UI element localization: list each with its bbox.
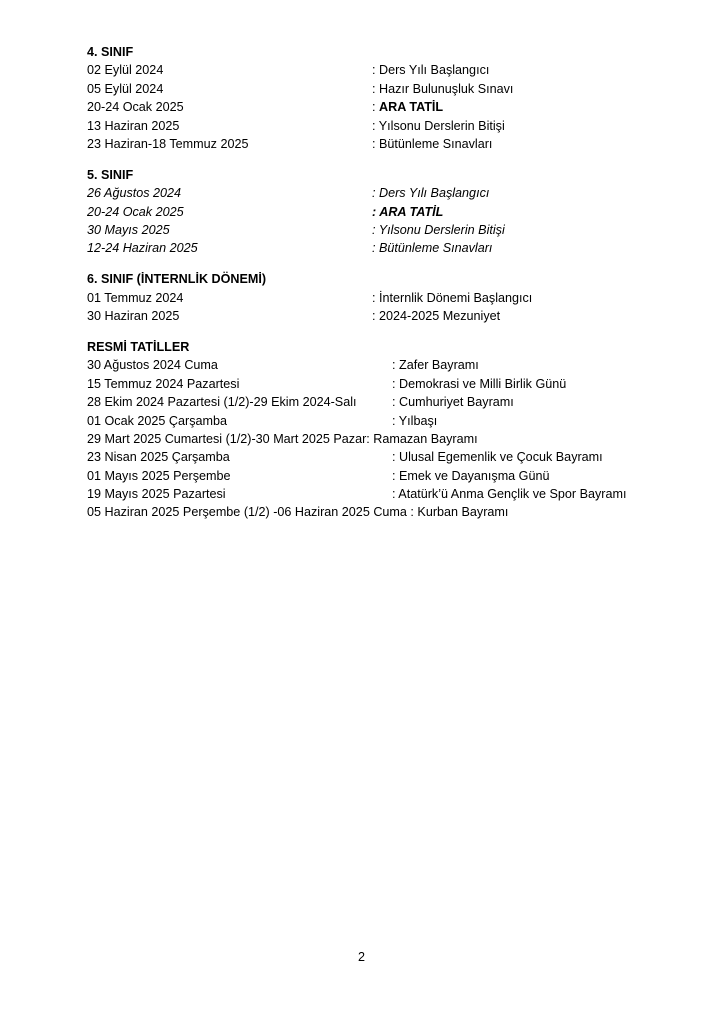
schedule-row	[87, 307, 687, 325]
holiday-name: : Yılbaşı	[392, 413, 438, 428]
schedule-description: : Hazır Bulunuşluk Sınavı	[372, 81, 514, 96]
holiday-row	[87, 412, 687, 430]
schedule-description: : Bütünleme Sınavları	[372, 241, 493, 256]
document-page	[87, 43, 687, 534]
schedule-description: : Ders Yılı Başlangıcı	[372, 186, 490, 201]
schedule-date: 02 Eylül 2024	[87, 63, 164, 78]
grade-5-section	[87, 166, 687, 258]
schedule-date: 23 Haziran-18 Temmuz 2025	[87, 136, 249, 151]
schedule-description: : Ders Yılı Başlangıcı	[372, 63, 490, 78]
holiday-row	[87, 356, 687, 374]
schedule-date: 20-24 Ocak 2025	[87, 204, 184, 219]
schedule-row	[87, 61, 687, 79]
holiday-date: 01 Mayıs 2025 Perşembe	[87, 468, 231, 483]
grade-6-internship-section	[87, 270, 687, 325]
holiday-inline-text	[87, 430, 478, 448]
holiday-date: 19 Mayıs 2025 Pazartesi	[87, 487, 226, 502]
holiday-name: : Ramazan Bayramı	[366, 431, 478, 446]
schedule-description: : ARA TATİL	[372, 204, 444, 219]
schedule-description: : ARA TATİL	[372, 100, 444, 115]
holiday-name: : Ulusal Egemenlik ve Çocuk Bayramı	[392, 450, 603, 465]
schedule-row	[87, 117, 687, 135]
schedule-description: : Yılsonu Derslerin Bitişi	[372, 118, 505, 133]
schedule-row	[87, 203, 687, 221]
holiday-date: 28 Ekim 2024 Pazartesi (1/2)-29 Ekim 2024-Salı	[87, 395, 357, 410]
schedule-date: 05 Eylül 2024	[87, 81, 164, 96]
schedule-date: 26 Ağustos 2024	[87, 186, 182, 201]
holiday-row	[87, 503, 687, 521]
section-heading: 4. SINIF	[87, 45, 134, 59]
holiday-name: : Cumhuriyet Bayramı	[392, 395, 514, 410]
holiday-row	[87, 393, 687, 411]
section-heading: 5. SINIF	[87, 167, 134, 182]
holiday-inline-text	[87, 503, 508, 521]
holiday-row	[87, 448, 687, 466]
schedule-description: : Yılsonu Derslerin Bitişi	[372, 223, 505, 238]
schedule-row	[87, 184, 687, 202]
page-number: 2	[357, 950, 365, 964]
schedule-date: 30 Mayıs 2025	[87, 223, 170, 238]
official-holidays-section	[87, 338, 687, 522]
holiday-date: 05 Haziran 2025 Perşembe (1/2) -06 Haziran 2025 Cuma	[87, 505, 407, 520]
schedule-row	[87, 135, 687, 153]
schedule-description: : Bütünleme Sınavları	[372, 136, 493, 151]
schedule-row	[87, 98, 687, 116]
holiday-row	[87, 467, 687, 485]
section-heading: 6. SINIF (İNTERNLİK DÖNEMİ)	[87, 272, 267, 287]
schedule-row	[87, 289, 687, 307]
holiday-row	[87, 430, 687, 448]
holiday-name: : Zafer Bayramı	[392, 358, 479, 373]
holiday-date: 23 Nisan 2025 Çarşamba	[87, 450, 230, 465]
holiday-date: 30 Ağustos 2024 Cuma	[87, 358, 218, 373]
holiday-name: : Demokrasi ve Milli Birlik Günü	[392, 376, 567, 391]
holiday-row	[87, 375, 687, 393]
holiday-name: : Kurban Bayramı	[406, 505, 509, 520]
holiday-date: 01 Ocak 2025 Çarşamba	[87, 413, 228, 428]
section-heading: RESMİ TATİLLER	[87, 339, 190, 354]
holiday-name: : Emek ve Dayanışma Günü	[392, 468, 550, 483]
schedule-date: 12-24 Haziran 2025	[87, 241, 198, 256]
schedule-row	[87, 239, 687, 257]
schedule-date: 13 Haziran 2025	[87, 118, 180, 133]
schedule-row	[87, 80, 687, 98]
holiday-name: : Atatürk’ü Anma Gençlik ve Spor Bayramı	[392, 487, 627, 502]
schedule-date: 01 Temmuz 2024	[87, 290, 184, 305]
holiday-date: 29 Mart 2025 Cumartesi (1/2)-30 Mart 2025 Pazar	[87, 431, 367, 446]
schedule-description: : İnternlik Dönemi Başlangıcı	[372, 290, 533, 305]
schedule-date: 30 Haziran 2025	[87, 309, 180, 324]
schedule-description: : 2024-2025 Mezuniyet	[372, 309, 501, 324]
holiday-row	[87, 485, 687, 503]
schedule-row	[87, 221, 687, 239]
schedule-date: 20-24 Ocak 2025	[87, 100, 184, 115]
holiday-date: 15 Temmuz 2024 Pazartesi	[87, 376, 240, 391]
grade-4-section	[87, 43, 687, 153]
